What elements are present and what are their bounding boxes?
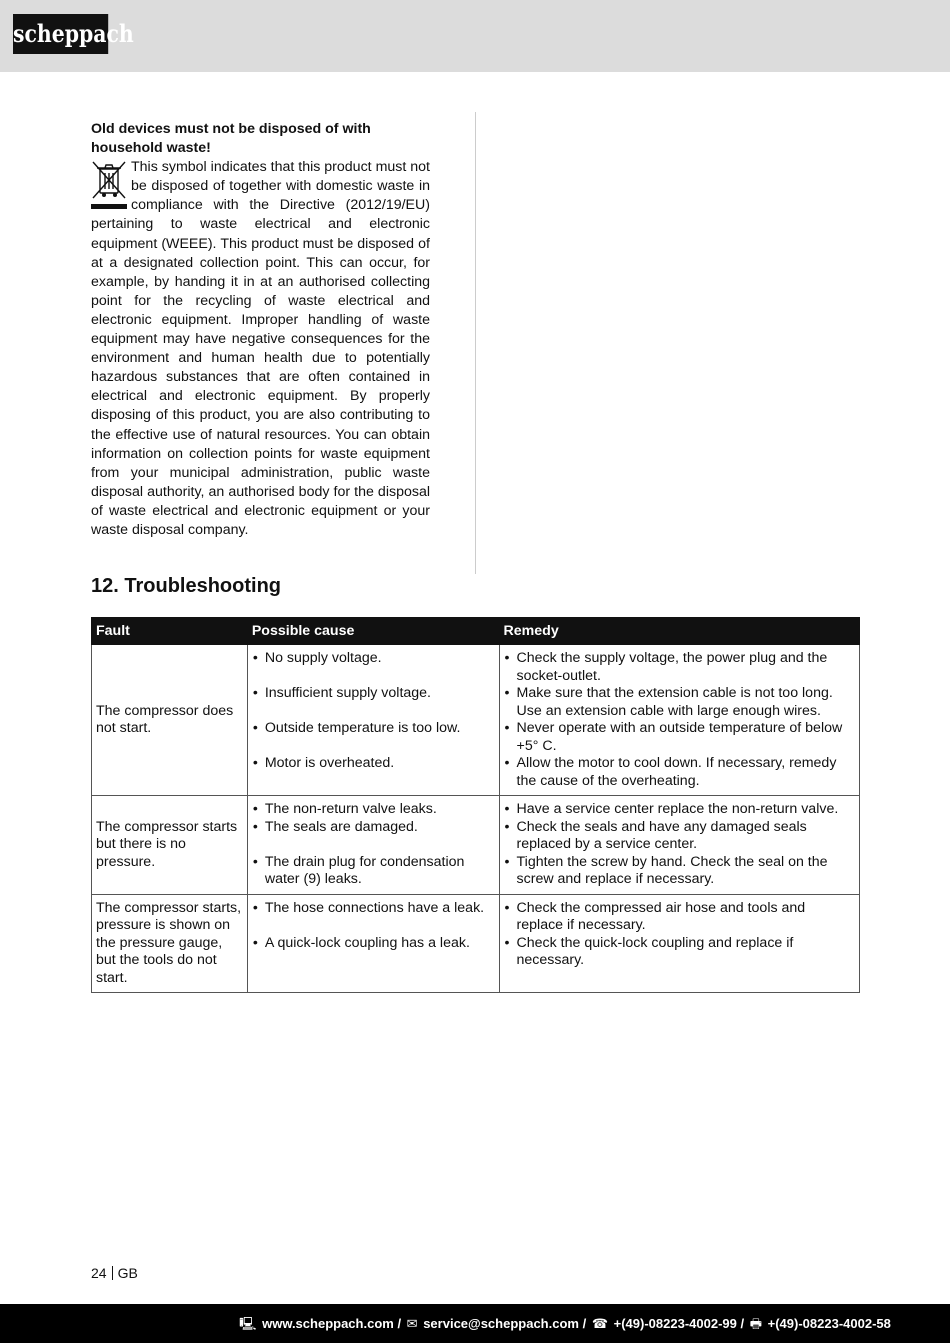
fault-cell: The compressor starts, pressure is shown on the pressure gauge, but the tools do not start.: [92, 894, 248, 993]
list-item: • Check the compressed air hose and tools and replace if necessary.: [504, 900, 855, 935]
list-item: • Check the quick-lock coupling and replace if necessary.: [504, 935, 855, 970]
email-icon: ✉: [406, 1316, 418, 1331]
remedy-cell: [499, 645, 859, 796]
list-item: • Insufficient supply voltage.: [252, 685, 495, 703]
header-remedy: Remedy: [499, 618, 859, 645]
scheppach-logo: scheppach: [13, 14, 108, 54]
fault-cell: The compressor does not start.: [92, 645, 248, 796]
page-header: [0, 0, 950, 72]
fault-cell: The compressor starts but there is no pressure.: [92, 796, 248, 895]
remedy-cell: [499, 796, 859, 895]
table-row: [92, 645, 860, 796]
footer-phone: +(49)-08223-4002-99: [613, 1316, 737, 1331]
column-divider: [475, 112, 476, 574]
page-footer: 🖳 www.scheppach.com / ✉ service@scheppach.com / ☎ +(49)-08223-4002-99 / 🖶 +(49)-08223-4002-58: [0, 1304, 950, 1343]
table-row: [92, 894, 860, 993]
list-item: • The non-return valve leaks.: [252, 801, 495, 819]
table-row: [92, 796, 860, 895]
phone-icon: ☎: [591, 1316, 609, 1331]
cause-cell: [247, 796, 499, 895]
header-possible-cause: Possible cause: [247, 618, 499, 645]
remedy-cell: [499, 894, 859, 993]
list-item: • The hose connections have a leak.: [252, 900, 495, 918]
footer-website[interactable]: www.scheppach.com: [262, 1316, 394, 1331]
page-number-value: 24: [91, 1265, 107, 1281]
page-number: [91, 1265, 138, 1282]
section-title: 12. Troubleshooting: [91, 575, 282, 597]
list-item: • Allow the motor to cool down. If necessary, remedy the cause of the overheating.: [504, 755, 855, 790]
list-item: • Check the supply voltage, the power plug and the socket-outlet.: [504, 650, 855, 685]
list-item: • Never operate with an outside temperature of below +5° C.: [504, 720, 855, 755]
list-item: • The drain plug for condensation water (9) leaks.: [252, 854, 495, 889]
list-item: • Tighten the screw by hand. Check the seal on the screw and replace if necessary.: [504, 854, 855, 889]
list-item: • Outside temperature is too low.: [252, 720, 495, 738]
list-item: • Check the seals and have any damaged seals replaced by a service center.: [504, 819, 855, 854]
troubleshooting-table: [91, 617, 860, 993]
cause-cell: [247, 894, 499, 993]
list-item: • Have a service center replace the non-return valve.: [504, 801, 855, 819]
list-item: • A quick-lock coupling has a leak.: [252, 935, 495, 953]
footer-email[interactable]: service@scheppach.com: [423, 1316, 579, 1331]
disposal-notice: [91, 120, 430, 540]
fax-icon: 🖶: [749, 1316, 762, 1331]
table-header-row: [92, 618, 860, 645]
page-language: GB: [117, 1265, 138, 1281]
disposal-title: Old devices must not be disposed of with household waste!: [91, 121, 371, 157]
cause-cell: [247, 645, 499, 796]
computer-icon: 🖳: [239, 1316, 257, 1331]
list-item: • Make sure that the extension cable is not too long. Use an extension cable with large enough wires.: [504, 685, 855, 720]
list-item: • No supply voltage.: [252, 650, 495, 668]
footer-fax: +(49)-08223-4002-58: [767, 1316, 891, 1331]
disposal-text: This symbol indicates that this product must not be disposed of together with domestic waste in compliance with the Directive (2012/19/EU) pertaining to waste electrical and electronic equipment (WEEE). This product must be disposed of at a designated collection point. This can occur, for example, by handing it in at an authorised collecting point for the recycling of waste electrical and electronic equipment. Improper handling of waste equipment may have negative consequences for the environment and human health due to potentially hazardous substances that are often contained in electrical and electronic equipment. By properly disposing of this product, you are also contributing to the effective use of natural resources. You can obtain information on collection points for waste equipment from your municipal administration, public waste disposal authority, an authorised body for the disposal of waste electrical and electronic equipment or your waste disposal company.: [91, 159, 430, 538]
list-item: • The seals are damaged.: [252, 819, 495, 837]
list-item: • Motor is overheated.: [252, 755, 495, 773]
header-fault: Fault: [92, 618, 248, 645]
weee-crossed-bin-icon: [91, 158, 127, 210]
